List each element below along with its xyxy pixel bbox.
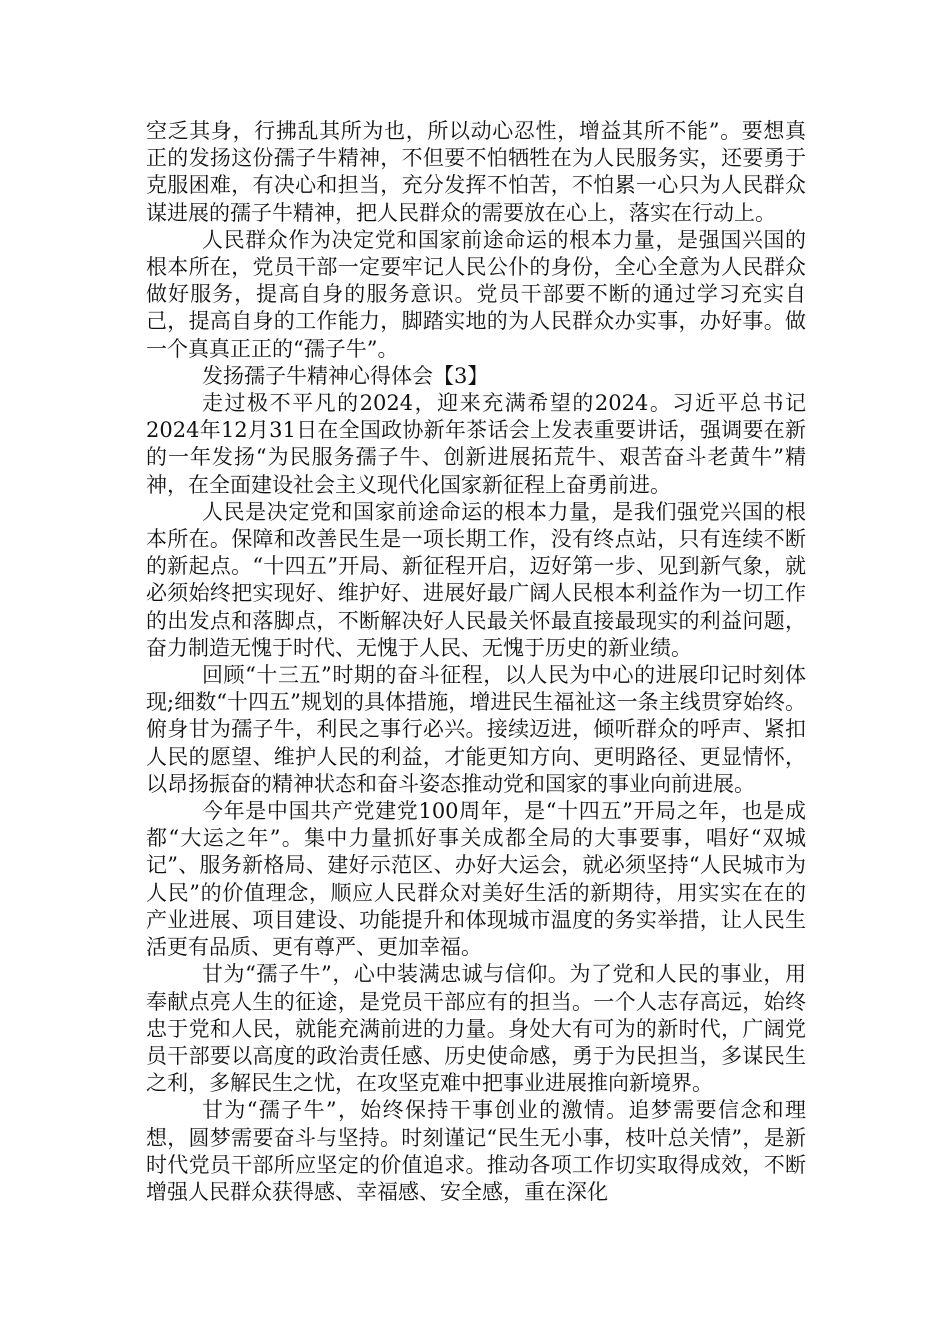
paragraph: 今年是中国共产党建党100周年，是“十四五”开局之年，也是成都“大运之年”。集中力量抓好事关成都全局的大事要事，唱好“双城记”、服务新格局、建好示范区、办好大运会，就必须坚持“人民城市为人民”的价值理念，顺应人民群众对美好生活的新期待，用实实在在的产业进展、项目建设、功能提升和体现城市温度的务实举措，让人民生活更有品质、更有尊严、更加幸福。 (146, 799, 806, 960)
paragraph: 人民群众作为决定党和国家前途命运的根本力量，是强国兴国的根本所在，党员干部一定要牢记人民公仆的身份，全心全意为人民群众做好服务，提高自身的服务意识。党员干部要不断的通过学习充实自己，提高自身的工作能力，脚踏实地的为人民群众办实事，办好事。做一个真真正正的“孺子牛”。 (146, 227, 806, 361)
paragraph: 甘为“孺子牛”，心中装满忠诚与信仰。为了党和人民的事业，用奉献点亮人生的征途，是党员干部应有的担当。一个人志存高远，始终忠于党和人民，就能充满前进的力量。身处大有可为的新时代，广阔党员干部要以高度的政治责任感、历史使命感，勇于为民担当，多谋民生之利，多解民生之忧，在攻坚克难中把事业进展推向新境界。 (146, 962, 806, 1096)
document-body (146, 118, 806, 1206)
paragraph: 走过极不平凡的2024，迎来充满希望的2024。习近平总书记2024年12月31日在全国政协新年茶话会上发表重要讲话，强调要在新的一年发扬“为民服务孺子牛、创新进展拓荒牛、艰苦奋斗老黄牛”精神，在全面建设社会主义现代化国家新征程上奋勇前进。 (146, 391, 806, 497)
paragraph: 回顾“十三五”时期的奋斗征程，以人民为中心的进展印记时刻体现;细数“十四五”规划的具体措施，增进民生福祉这一条主线贯穿始终。俯身甘为孺子牛，利民之事行必兴。接续迈进，倾听群众的呼声、紧扣人民的愿望、维护人民的利益，才能更知方向、更明路径、更显情怀，以昂扬振奋的精神状态和奋斗姿态推动党和国家的事业向前进展。 (146, 663, 806, 796)
section-heading: 发扬孺子牛精神心得体会【3】 (202, 363, 489, 388)
paragraph: 甘为“孺子牛”，始终保持干事创业的激情。追梦需要信念和理想，圆梦需要奋斗与坚持。时刻谨记“民生无小事，枝叶总关情”，是新时代党员干部所应坚定的价值追求。推动各项工作切实取得成效，不断增强人民群众获得感、幸福感、安全感，重在深化 (146, 1098, 806, 1204)
paragraph-continued: 空乏其身，行拂乱其所为也，所以动心忍性，增益其所不能”。要想真正的发扬这份孺子牛精神，不但要不怕牺牲在为人民服务实，还要勇于克服困难，有决心和担当，充分发挥不怕苦，不怕累一心只为人民群众谋进展的孺子牛精神，把人民群众的需要放在心上，落实在行动上。 (146, 119, 806, 225)
paragraph: 人民是决定党和国家前途命运的根本力量，是我们强党兴国的根本所在。保障和改善民生是一项长期工作，没有终点站，只有连续不断的新起点。“十四五”开局、新征程开启，迈好第一步、见到新气象，就必须始终把实现好、维护好、进展好最广阔人民根本利益作为一切工作的出发点和落脚点，不断解决好人民最关怀最直接最现实的利益问题，奋力制造无愧于时代、无愧于人民、无愧于历史的新业绩。 (146, 499, 806, 660)
